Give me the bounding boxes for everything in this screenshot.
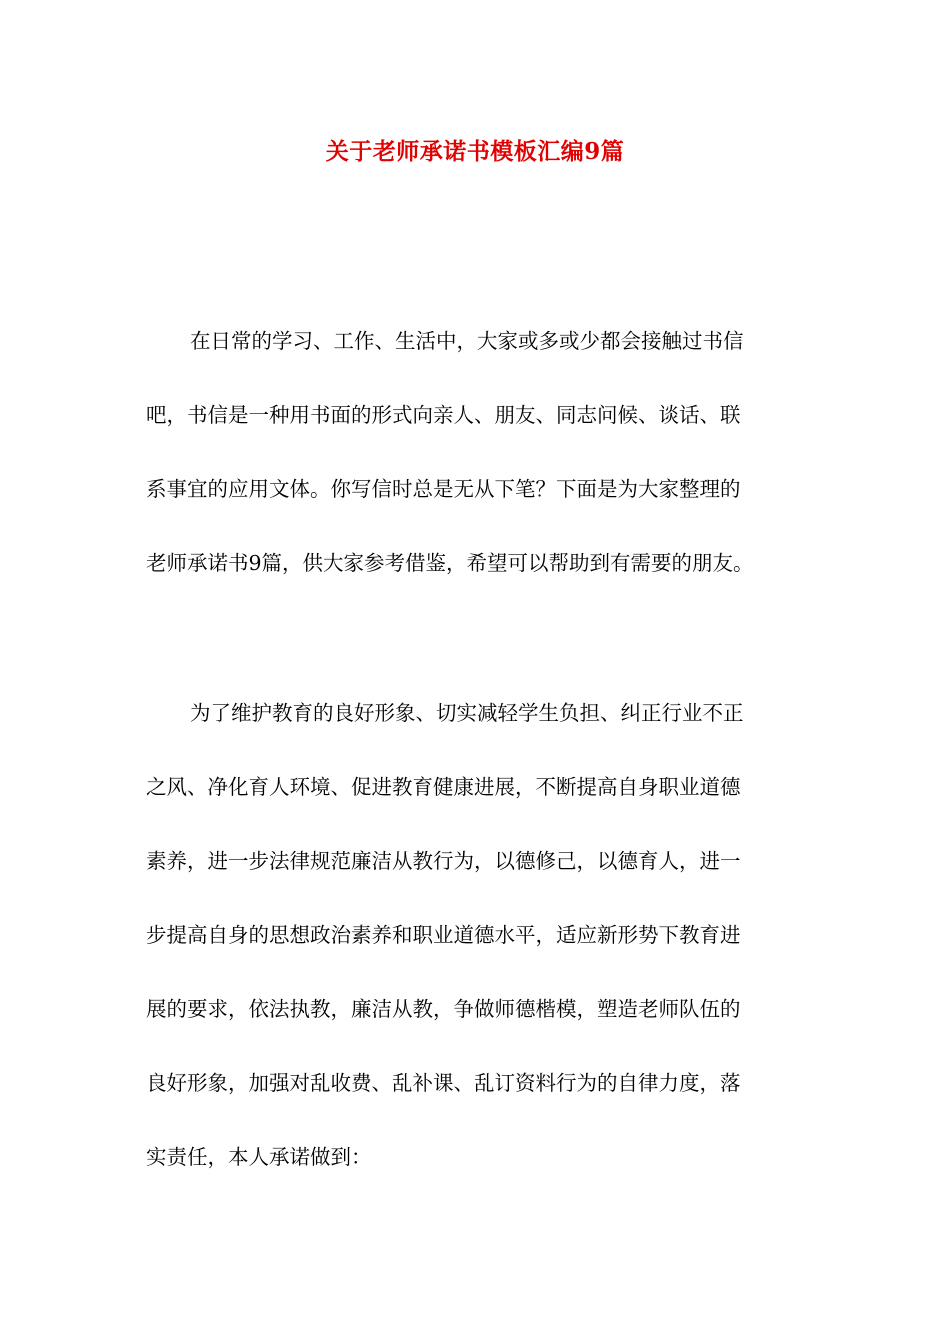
paragraph-line: 步提高自身的思想政治素养和职业道德水平，适应新形势下教育进 xyxy=(146,923,741,947)
paragraph-line: 展的要求，依法执教，廉洁从教，争做师德楷模，塑造老师队伍的 xyxy=(146,997,741,1021)
paragraph-line: 在日常的学习、工作、生活中，大家或多或少都会接触过书信 xyxy=(190,329,744,353)
paragraph-line: 系事宜的应用文体。你写信时总是无从下笔？下面是为大家整理的 xyxy=(146,477,741,501)
paragraph-line: 实责任，本人承诺做到： xyxy=(146,1145,372,1169)
intro-paragraph xyxy=(146,304,808,600)
paragraph-line: 吧，书信是一种用书面的形式向亲人、朋友、同志问候、谈话、联 xyxy=(146,403,741,427)
document-title: 关于老师承诺书模板汇编9篇 xyxy=(325,138,625,165)
paragraph-line: 素养，进一步法律规范廉洁从教行为，以德修己，以德育人，进一 xyxy=(146,849,741,873)
paragraph-line: 之风、净化育人环境、促进教育健康进展，不断提高自身职业道德 xyxy=(146,775,741,799)
paragraph-line: 为了维护教育的良好形象、切实减轻学生负担、纠正行业不正 xyxy=(190,701,744,725)
paragraph-line: 良好形象，加强对乱收费、乱补课、乱订资料行为的自律力度，落 xyxy=(146,1071,741,1095)
pledge-paragraph xyxy=(146,676,808,1194)
paragraph-line: 老师承诺书9篇，供大家参考借鉴，希望可以帮助到有需要的朋友。 xyxy=(146,551,754,575)
